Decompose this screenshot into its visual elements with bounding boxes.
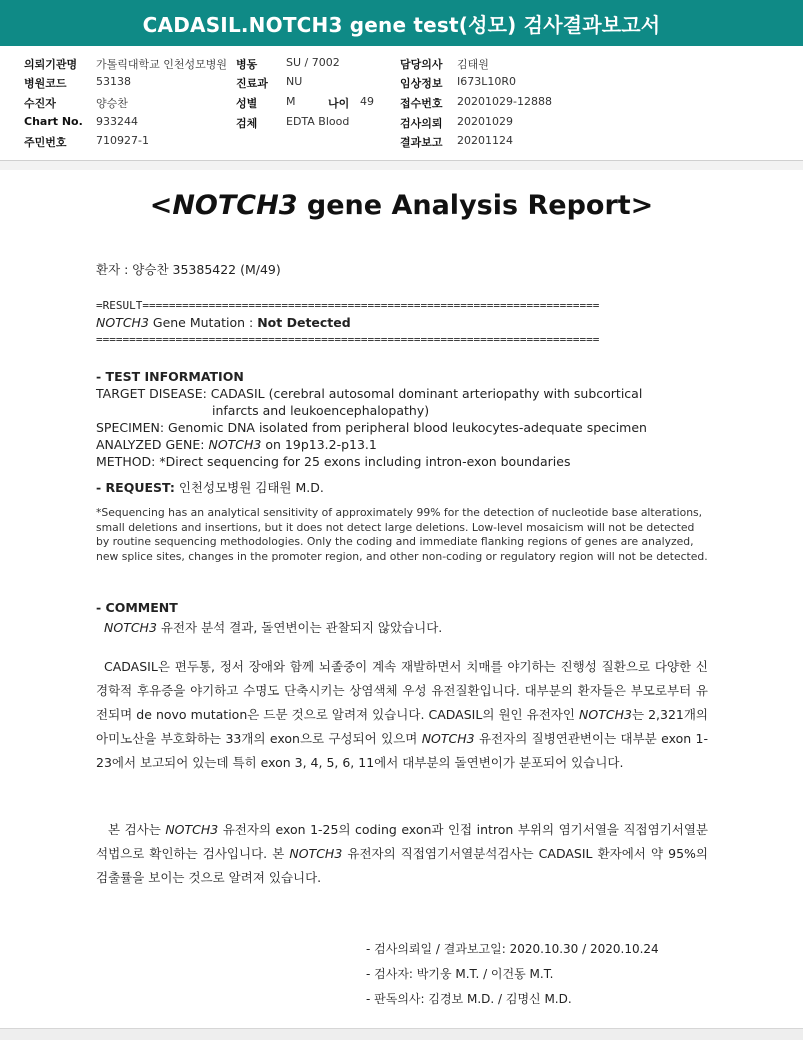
report-title-prefix: < xyxy=(149,190,173,221)
section-divider xyxy=(0,160,803,170)
chart-no-value: 933244 xyxy=(96,115,138,128)
sex-value: M xyxy=(286,95,296,108)
clinical-info-value: I673L10R0 xyxy=(457,75,517,88)
result-gene: NOTCH3 xyxy=(96,315,149,330)
footer-dates: - 검사의뢰일 / 결과보고일: 2020.10.30 / 2020.10.24 xyxy=(366,942,659,956)
para2-part-a: 본 검사는 xyxy=(108,822,166,837)
request-value: 인천성모병원 김태원 M.D. xyxy=(178,480,324,495)
institution-label: 의뢰기관명 xyxy=(24,58,78,71)
footer-physicians: - 판독의사: 김경보 M.D. / 김명신 M.D. xyxy=(366,992,572,1006)
report-header-title: CADASIL.NOTCH3 gene test(성모) 검사결과보고서 xyxy=(0,0,803,46)
result-value: Not Detected xyxy=(257,315,351,330)
report-footer xyxy=(366,937,659,1012)
analyzed-gene-prefix: ANALYZED GENE: xyxy=(96,437,209,452)
result-line xyxy=(96,314,716,331)
specimen-value: EDTA Blood xyxy=(286,115,350,128)
para1-part-a: CADASIL은 편두통, 정서 장애와 함께 뇌졸중이 계속 재발하면서 치매를 야기하는 진행성 질환으로 다양한 신경학적 후유증을 야기하고 수명도 단축시키는 상염색체 우성 유전질환입니다. 대부분의 환자들은 부모로부터 유전되며 de novo mutation은 드문 것으로 알려져 있습니다. CADASIL의 원인 유전자인 xyxy=(96,659,708,722)
para1-gene-1: NOTCH3 xyxy=(579,707,632,722)
patient-value: 양승찬 xyxy=(96,97,128,110)
comment-heading: - COMMENT xyxy=(96,600,178,615)
patient-line: 환자 : 양승찬 35385422 (M/49) xyxy=(96,262,281,277)
report-title xyxy=(0,190,803,221)
chart-no-label: Chart No. xyxy=(24,115,83,128)
specimen-line: SPECIMEN: Genomic DNA isolated from peripheral blood leukocytes-adequate specimen xyxy=(96,420,647,435)
report-date-label: 결과보고 xyxy=(400,136,443,149)
request-date-label: 검사의뢰 xyxy=(400,117,443,130)
analyzed-gene-line xyxy=(96,436,716,453)
target-disease-line-1: TARGET DISEASE: CADASIL (cerebral autosomal dominant arteriopathy with subcortical xyxy=(96,386,643,401)
hospital-code-label: 병원코드 xyxy=(24,77,67,90)
para2-part-b: 유전자의 exon 1-25의 coding exon과 인접 intron 부위의 염기서열을 직접염기서열분석법으로 확인하는 검사입니다. 본 xyxy=(96,822,708,861)
ward-label: 병동 xyxy=(236,58,258,71)
specimen-label: 검체 xyxy=(236,117,258,130)
para1-part-b: 는 2,321개의 아미노산을 부호화하는 33개의 exon으로 구성되어 있으며 xyxy=(96,707,709,746)
result-top-rule: =RESULT===================================================================== xyxy=(96,299,600,312)
age-value: 49 xyxy=(360,95,374,108)
hospital-code-value: 53138 xyxy=(96,75,131,88)
dept-label: 진료과 xyxy=(236,77,268,90)
target-disease-line-2: infarcts and leukoencephalopathy) xyxy=(212,403,430,418)
para1-gene-2: NOTCH3 xyxy=(421,731,475,746)
request-heading: - REQUEST: xyxy=(96,480,175,495)
comment-text: 유전자 분석 결과, 돌연변이는 관찰되지 않았습니다. xyxy=(156,620,443,635)
test-info-heading: - TEST INFORMATION xyxy=(96,369,244,384)
page-bottom-band xyxy=(0,1028,803,1040)
disclaimer: *Sequencing has an analytical sensitivity of approximately 99% for the detection of nucleotide base alterations, small deletions and insertions, but it does not detect large deletions. Low-level mosaicism will not be detected by routine sequencing methodologies. Only the coding and immediate flanking regions of genes are analyzed, new splice sites, changes in the promoter region, and other non-coding or regulatory region will not be detected. xyxy=(96,506,708,563)
comment-paragraph-1 xyxy=(96,655,708,775)
request-line xyxy=(96,479,716,496)
sex-label: 성별 xyxy=(236,97,258,110)
comment-gene: NOTCH3 xyxy=(104,620,157,635)
para2-part-c: 유전자의 직접염기서열분석검사는 CADASIL 환자에서 약 95%의 검출률을 보이는 것으로 알려져 있습니다. xyxy=(96,846,708,885)
institution-value: 가톨릭대학교 인천성모병원 xyxy=(96,58,228,71)
receipt-no-label: 접수번호 xyxy=(400,97,443,110)
footer-technicians: - 검사자: 박기웅 M.T. / 이건동 M.T. xyxy=(366,967,554,981)
resident-no-label: 주민번호 xyxy=(24,136,67,149)
receipt-no-value: 20201029-12888 xyxy=(457,95,552,108)
comment-block xyxy=(96,599,716,636)
doctor-value: 김태원 xyxy=(457,58,489,71)
comment-line xyxy=(96,619,716,636)
clinical-info-label: 임상정보 xyxy=(400,77,443,90)
result-block xyxy=(96,297,716,348)
method-line: METHOD: *Direct sequencing for 25 exons including intron-exon boundaries xyxy=(96,454,571,469)
doctor-label: 담당의사 xyxy=(400,58,443,71)
report-date-value: 20201124 xyxy=(457,134,513,147)
request-date-value: 20201029 xyxy=(457,115,513,128)
dept-value: NU xyxy=(286,75,303,88)
test-info-block xyxy=(96,368,716,470)
para2-gene-1: NOTCH3 xyxy=(165,822,219,837)
result-text: Gene Mutation : xyxy=(148,315,258,330)
comment-paragraph-2 xyxy=(96,818,708,890)
patient-info-panel xyxy=(0,54,803,158)
para1-part-c: 유전자의 질병연관변이는 대부분 exon 1-23에서 보고되어 있는데 특히 exon 3, 4, 5, 6, 11에서 대부분의 돌연변이가 분포되어 있습니다. xyxy=(96,731,708,770)
para2-gene-2: NOTCH3 xyxy=(289,846,343,861)
analyzed-gene-name: NOTCH3 xyxy=(208,437,262,452)
ward-value: SU / 7002 xyxy=(286,56,340,69)
report-title-gene: NOTCH3 xyxy=(172,190,298,221)
patient-label: 수진자 xyxy=(24,97,56,110)
analyzed-gene-suffix: on 19p13.2-p13.1 xyxy=(261,437,377,452)
result-bottom-rule: ============================================================================ xyxy=(96,333,600,346)
age-label: 나이 xyxy=(328,97,350,110)
report-title-suffix: gene Analysis Report> xyxy=(297,190,654,221)
resident-no-value: 710927-1 xyxy=(96,134,149,147)
